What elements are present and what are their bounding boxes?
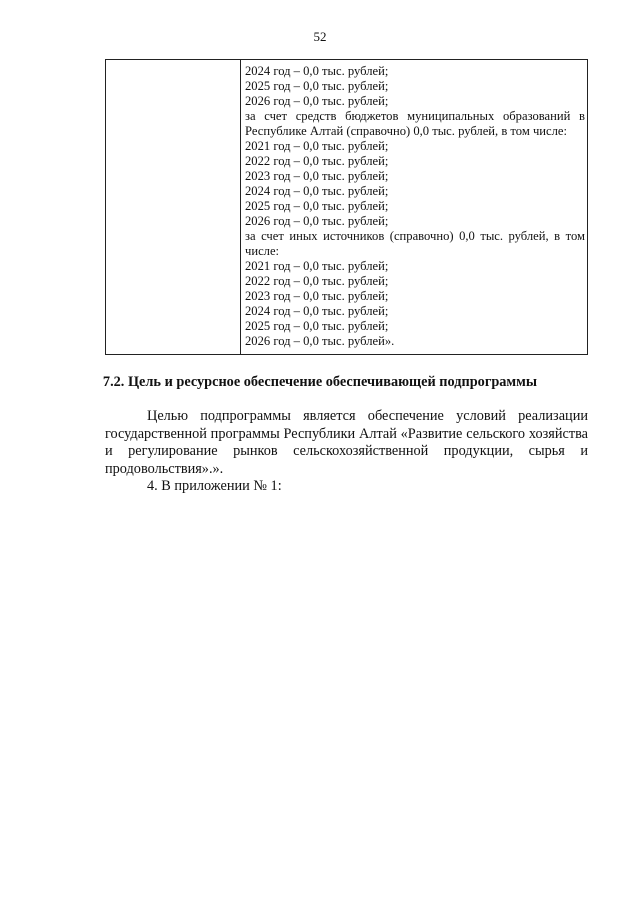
funding-line: 2026 год – 0,0 тыс. рублей; — [245, 214, 389, 228]
funding-line: 2026 год – 0,0 тыс. рублей». — [245, 334, 395, 348]
funding-line: 2025 год – 0,0 тыс. рублей; — [245, 319, 389, 333]
body-text — [105, 408, 588, 496]
section-heading: 7.2. Цель и ресурсное обеспечение обеспечивающей подпрограммы — [102, 374, 538, 390]
funding-line: за счет средств бюджетов муниципальных образований в Республике Алтай (справочно) 0,0 тыс. рублей, в том числе: — [245, 109, 585, 138]
funding-line: 2023 год – 0,0 тыс. рублей; — [245, 169, 389, 183]
funding-line: за счет иных источников (справочно) 0,0 тыс. рублей, в том числе: — [245, 229, 585, 258]
funding-line: 2025 год – 0,0 тыс. рублей; — [245, 79, 389, 93]
page-number: 52 — [313, 29, 327, 44]
list-item-appendix: 4. В приложении № 1: — [147, 478, 282, 494]
funding-line: 2021 год – 0,0 тыс. рублей; — [245, 139, 389, 153]
funding-line: 2026 год – 0,0 тыс. рублей; — [245, 94, 389, 108]
funding-table — [105, 59, 588, 355]
funding-line: 2021 год – 0,0 тыс. рублей; — [245, 259, 389, 273]
goal-paragraph: Целью подпрограммы является обеспечение условий реализации государственной программы Республики Алтай «Развитие сельского хозяйства и регулирование рынков сельскохозяйственной продукции, сырья и продовольствия».». — [105, 408, 588, 477]
funding-line: 2025 год – 0,0 тыс. рублей; — [245, 199, 389, 213]
table-row — [106, 60, 588, 355]
funding-line: 2022 год – 0,0 тыс. рублей; — [245, 154, 389, 168]
funding-line: 2023 год – 0,0 тыс. рублей; — [245, 289, 389, 303]
funding-line: 2022 год – 0,0 тыс. рублей; — [245, 274, 389, 288]
funding-line: 2024 год – 0,0 тыс. рублей; — [245, 64, 389, 78]
table-right-cell — [241, 60, 588, 355]
funding-line: 2024 год – 0,0 тыс. рублей; — [245, 304, 389, 318]
table-left-cell — [106, 60, 241, 355]
funding-line: 2024 год – 0,0 тыс. рублей; — [245, 184, 389, 198]
